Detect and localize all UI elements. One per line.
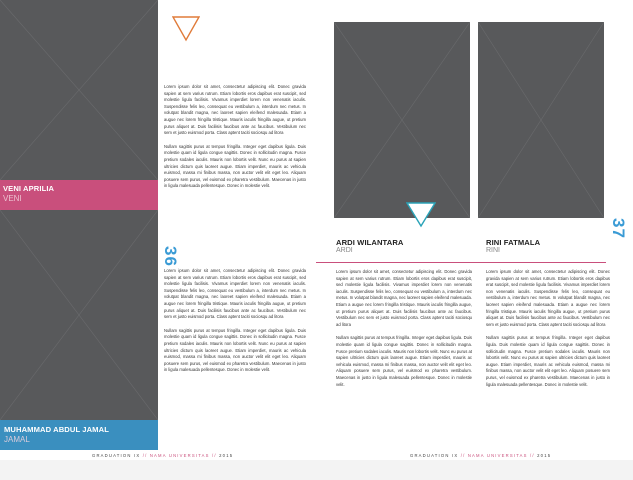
footer-separator: // bbox=[142, 453, 148, 458]
person-nickname: RINI bbox=[486, 247, 500, 254]
bottom-strip bbox=[0, 460, 633, 480]
person-name: ARDI WILANTARA bbox=[336, 238, 404, 247]
page-number-left: 36 bbox=[161, 246, 180, 267]
name-block-ardi bbox=[336, 238, 403, 254]
person-nickname: VENI bbox=[3, 194, 22, 203]
person-name: VENI APRILIA bbox=[3, 184, 55, 193]
bio-paragraph: Nullam sagittis purus at tempus fringilla. Integer eget dapibus ligula. Duis molestie quam id ligula congue sagittis. Donec in sollicitudin magna. Fusce pretium sodales iaculis. Mauris non lobortis velit. Nunc eu purus at sapien ultricies dictum quis laoreet augue. Etiam imperdiet, mauris ac vehicula euismod, massa mi finibus massa, non auctor velit elit eget leo. Aliquam posuere sem purus, vel euismod ex pharetra vestibulum. Maecenas in justo in ligula malesuada pellentesque. Donec in molestie velit. bbox=[164, 143, 306, 189]
footer-event: GRADUATION IX bbox=[410, 453, 459, 458]
footer-left bbox=[92, 453, 233, 458]
bio-paragraph: Lorem ipsum dolor sit amet, consectetur adipiscing elit. Donec gravida sapien at sem varius rutrum. Etiam lobortis eros dapibus erat suscipit, sed molestie ligula facilisis. Vivamus imperdiet lorem non venenatis iaculis. Suspendisse felis leo, consequat eu vestibulum a, interdum nec metus. In volutpat blandit magna, nec laoreet sapien eleifend malesuada. Etiam a augue nec lorem fringilla tristique. Mauris iaculis fringilla augue, ut pretium purus aliquet at. Duis facilisis faucibus ante ac faucibus. Vestibulum nec sem et justo euismod porta. Class aptent taciti sociosqu ad litora bbox=[164, 84, 306, 136]
footer-university: NAMA UNIVERSITAS bbox=[467, 453, 528, 458]
bio-text-rini bbox=[486, 269, 610, 395]
bio-paragraph: Lorem ipsum dolor sit amet, consectetur adipiscing elit. Donec gravida sapien at sem varius rutrum. Etiam lobortis eros dapibus erat suscipit, sed molestie ligula facilisis. Vivamus imperdiet lorem non venenatis iaculis. Suspendisse felis leo, consequat eu vestibulum a, interdum nec metus. In volutpat blandit magna, nec laoreet sapien eleifend malesuada. Etiam a augue nec lorem fringilla tristique. Mauris iaculis fringilla augue, ut pretium purus aliquet at. Duis facilisis faucibus ante ac faucibus. Vestibulum nec sem et justo euismod porta. Class aptent taciti sociosqu ad litora bbox=[164, 268, 306, 320]
footer-event: GRADUATION IX bbox=[92, 453, 141, 458]
bio-paragraph: Nullam sagittis purus at tempus fringilla. Integer eget dapibus ligula. Duis molestie quam id ligula congue sagittis. Donec in sollicitudin magna. Fusce pretium sodales iaculis. Mauris non lobortis velit. Nunc eu purus at sapien ultricies dictum quis laoreet augue. Etiam imperdiet, mauris ac vehicula euismod, massa mi finibus massa, non auctor velit elit eget leo. Aliquam posuere sem purus, vel euismod ex pharetra vestibulum. Maecenas in justo in ligula malesuada pellentesque. Donec in molestie velit. bbox=[164, 327, 306, 373]
footer-year: 2015 bbox=[537, 453, 552, 458]
name-band-jamal bbox=[0, 420, 158, 450]
bio-text-veni bbox=[164, 84, 306, 197]
bio-text-ardi bbox=[336, 269, 472, 395]
footer-university: NAMA UNIVERSITAS bbox=[149, 453, 210, 458]
triangle-down-orange-icon bbox=[172, 16, 200, 42]
name-band-veni bbox=[0, 180, 158, 210]
footer-separator: // bbox=[212, 453, 217, 458]
footer-right bbox=[410, 453, 551, 458]
bio-paragraph: Nullam sagittis purus at tempus fringilla. Integer eget dapibus ligula. Duis molestie quam id ligula congue sagittis. Donec in sollicitudin magna. Fusce pretium sodales iaculis. Mauris non lobortis velit. Nunc eu purus at sapien ultricies dictum quis laoreet augue. Etiam imperdiet, mauris ac vehicula euismod, massa mi finibus massa, non auctor velit elit eget leo. Aliquam posuere sem purus, vel euismod ex pharetra vestibulum. Maecenas in justo in ligula malesuada pellentesque. Donec in molestie velit. bbox=[486, 335, 610, 387]
photo-placeholder-rini bbox=[478, 22, 604, 218]
person-nickname: JAMAL bbox=[4, 435, 30, 444]
bio-paragraph: Nullam sagittis purus at tempus fringilla. Integer eget dapibus ligula. Duis molestie quam id ligula congue sagittis. Donec in sollicitudin magna. Fusce pretium sodales iaculis. Mauris non lobortis velit. Nunc eu purus at sapien ultricies dictum quis laoreet augue. Etiam imperdiet, mauris ac vehicula euismod, massa mi finibus massa, non auctor velit elit eget leo. Aliquam posuere sem purus, vel euismod ex pharetra vestibulum. Maecenas in justo in ligula malesuada pellentesque. Donec in molestie velit. bbox=[336, 335, 472, 387]
photo-placeholder-ardi bbox=[334, 22, 470, 218]
photo-placeholder-veni bbox=[0, 0, 158, 180]
footer-separator: // bbox=[530, 453, 535, 458]
footer-separator: // bbox=[460, 453, 466, 458]
person-name: MUHAMMAD ABDUL JAMAL bbox=[4, 425, 109, 434]
page-number-right: 37 bbox=[609, 218, 628, 239]
bio-text-jamal bbox=[164, 268, 306, 381]
person-name: RINI FATMALA bbox=[486, 238, 541, 247]
bio-paragraph: Lorem ipsum dolor sit amet, consectetur adipiscing elit. Donec gravida sapien at sem varius rutrum. Etiam lobortis eros dapibus erat suscipit, sed molestie ligula facilisis. Vivamus imperdiet lorem non venenatis iaculis. Suspendisse felis leo, consequat eu vestibulum a, interdum nec metus. In volutpat blandit magna, nec laoreet sapien eleifend malesuada. Etiam a augue nec lorem fringilla tristique. Mauris iaculis fringilla augue, ut pretium purus aliquet at. Duis facilisis faucibus ante ac faucibus. Vestibulum nec sem et justo euismod porta. Class aptent taciti sociosqu ad litora bbox=[486, 269, 610, 327]
photo-placeholder-jamal bbox=[0, 210, 158, 420]
person-nickname: ARDI bbox=[336, 247, 353, 254]
bio-paragraph: Lorem ipsum dolor sit amet, consectetur adipiscing elit. Donec gravida sapien at sem varius rutrum. Etiam lobortis eros dapibus erat suscipit, sed molestie ligula facilisis. Vivamus imperdiet lorem non venenatis iaculis. Suspendisse felis leo, consequat eu vestibulum a, interdum nec metus. In volutpat blandit magna, nec laoreet sapien eleifend malesuada. Etiam a augue nec lorem fringilla tristique. Mauris iaculis fringilla augue, ut pretium purus aliquet at. Duis facilisis faucibus ante ac faucibus. Vestibulum nec sem et justo euismod porta. Class aptent taciti sociosqu ad litora bbox=[336, 269, 472, 327]
name-block-rini bbox=[486, 238, 540, 254]
triangle-down-teal-icon bbox=[406, 202, 436, 228]
footer-year: 2015 bbox=[219, 453, 234, 458]
divider-rule bbox=[316, 262, 606, 263]
